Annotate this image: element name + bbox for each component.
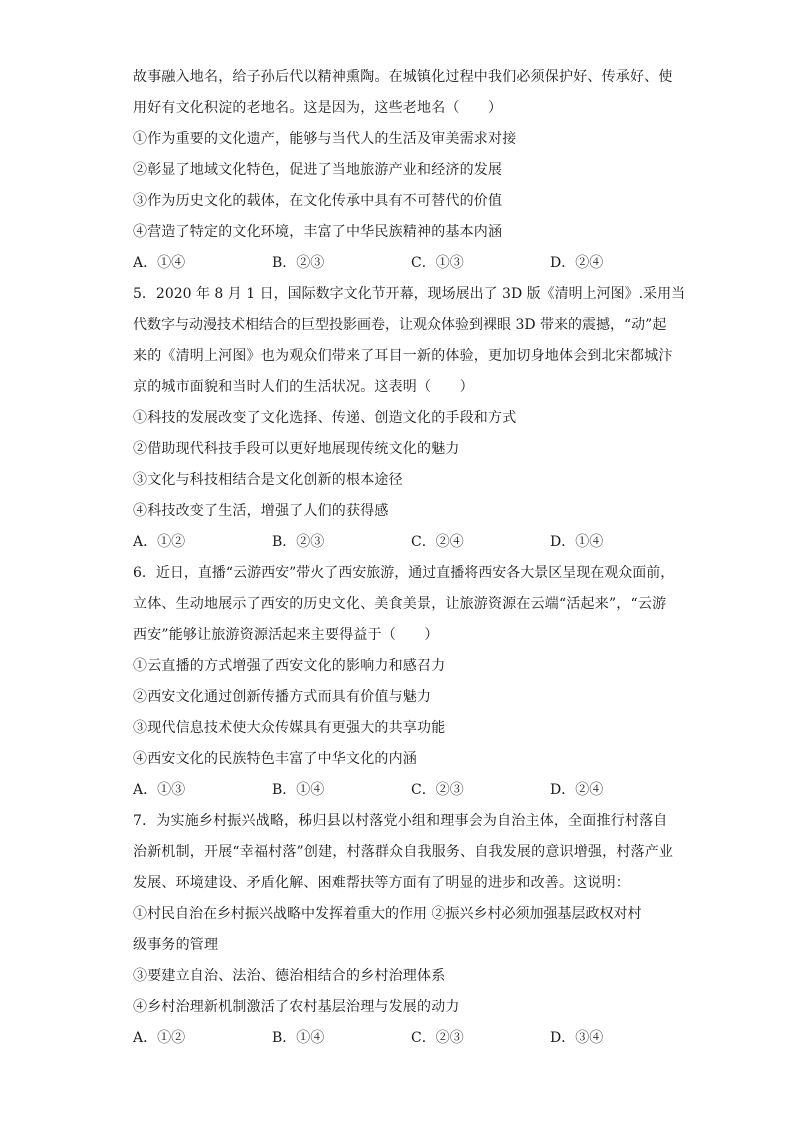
question-stem-line: 7．为实施乡村振兴战略，秭归县以村落党小组和理事会为自治主体，全面推行村落自	[133, 813, 668, 829]
option-d: D．③④	[550, 1030, 604, 1046]
question-stem-line: 西安”能够让旅游资源活起来主要得益于（ ）	[133, 627, 439, 643]
statement-item: ②西安文化通过创新传播方式而具有价值与魅力	[133, 689, 432, 705]
question-stem-line: 发展、环境建设、矛盾化解、困难帮扶等方面有了明显的进步和改善。这说明：	[133, 875, 630, 891]
document-page	[133, 62, 686, 1054]
option-d: D．①④	[550, 534, 604, 550]
option-c: C．②④	[411, 534, 464, 550]
option-a: A．①④	[133, 255, 186, 271]
statement-item: ①云直播的方式增强了西安文化的影响力和感召力	[133, 658, 446, 674]
answer-options	[133, 775, 663, 806]
answer-options	[133, 248, 663, 279]
option-c: C．②③	[411, 782, 464, 798]
statement-item: ②借助现代科技手段可以更好地展现传统文化的魅力	[133, 441, 460, 457]
question-stem-line: 治新机制，开展“幸福村落”创建，村落群众自我服务、自我发展的意识增强，村落产业	[133, 844, 674, 860]
statement-item: ③现代信息技术使大众传媒具有更强大的共享功能	[133, 720, 446, 736]
question-6	[133, 558, 675, 806]
statement-item-continuation: 级事务的管理	[133, 937, 219, 953]
option-d: D．②④	[550, 255, 604, 271]
question-stem-line: 故事融入地名，给子孙后代以精神熏陶。在城镇化过程中我们必须保护好、传承好、使	[133, 69, 673, 85]
statement-item: ①村民自治在乡村振兴战略中发挥着重大的作用 ②振兴乡村必须加强基层政权对村	[133, 906, 642, 922]
statement-item: ③要建立自治、法治、德治相结合的乡村治理体系	[133, 968, 446, 984]
option-b: B．①④	[272, 782, 325, 798]
statement-item: ④乡村治理新机制激活了农村基层治理与发展的动力	[133, 999, 460, 1015]
option-b: B．①④	[272, 1030, 325, 1046]
question-7	[133, 806, 674, 1054]
answer-options	[133, 527, 663, 558]
option-a: A．①②	[133, 1030, 186, 1046]
option-a: A．①②	[133, 534, 186, 550]
statement-item: ④科技改变了生活，增强了人们的获得感	[133, 503, 389, 519]
statement-item: ④西安文化的民族特色丰富了中华文化的内涵	[133, 751, 417, 767]
question-stem-line: 代数字与动漫技术相结合的巨型投影画卷，让观众体验到裸眼 3D 带来的震撼，“动”起	[133, 317, 667, 333]
statement-item: ①作为重要的文化遗产，能够与当代人的生活及审美需求对接	[133, 131, 517, 147]
question-stem-line: 6．近日，直播“云游西安”带火了西安旅游，通过直播将西安各大景区呈现在观众面前，	[133, 565, 675, 581]
question-4	[133, 62, 673, 279]
question-stem-line: 来的《清明上河图》也为观众们带来了耳目一新的体验，更加切身地体会到北宋都城汴	[133, 348, 673, 364]
option-c: C．①③	[411, 255, 464, 271]
option-b: B．②③	[272, 534, 325, 550]
option-b: B．②③	[272, 255, 325, 271]
question-stem-line: 5．2020 年 8 月 1 日，国际数字文化节开幕，现场展出了 3D 版《清明上河图》.采用当	[133, 286, 686, 302]
statement-item: ③作为历史文化的载体，在文化传承中具有不可替代的价值	[133, 193, 503, 209]
question-5	[133, 279, 686, 558]
question-stem-line: 立体、生动地展示了西安的历史文化、美食美景，让旅游资源在云端“活起来”，“云游	[133, 596, 667, 612]
statement-item: ④营造了特定的文化环境，丰富了中华民族精神的基本内涵	[133, 224, 503, 240]
statement-item: ①科技的发展改变了文化选择、传递、创造文化的手段和方式	[133, 410, 517, 426]
question-stem-line: 用好有文化积淀的老地名。这是因为，这些老地名（ ）	[133, 100, 503, 116]
option-c: C．②③	[411, 1030, 464, 1046]
option-a: A．①③	[133, 782, 186, 798]
question-stem-line: 京的城市面貌和当时人们的生活状况。这表明（ ）	[133, 379, 474, 395]
statement-item: ②彰显了地域文化特色，促进了当地旅游产业和经济的发展	[133, 162, 503, 178]
option-d: D．②④	[550, 782, 604, 798]
statement-item: ③文化与科技相结合是文化创新的根本途径	[133, 472, 403, 488]
answer-options	[133, 1023, 663, 1054]
